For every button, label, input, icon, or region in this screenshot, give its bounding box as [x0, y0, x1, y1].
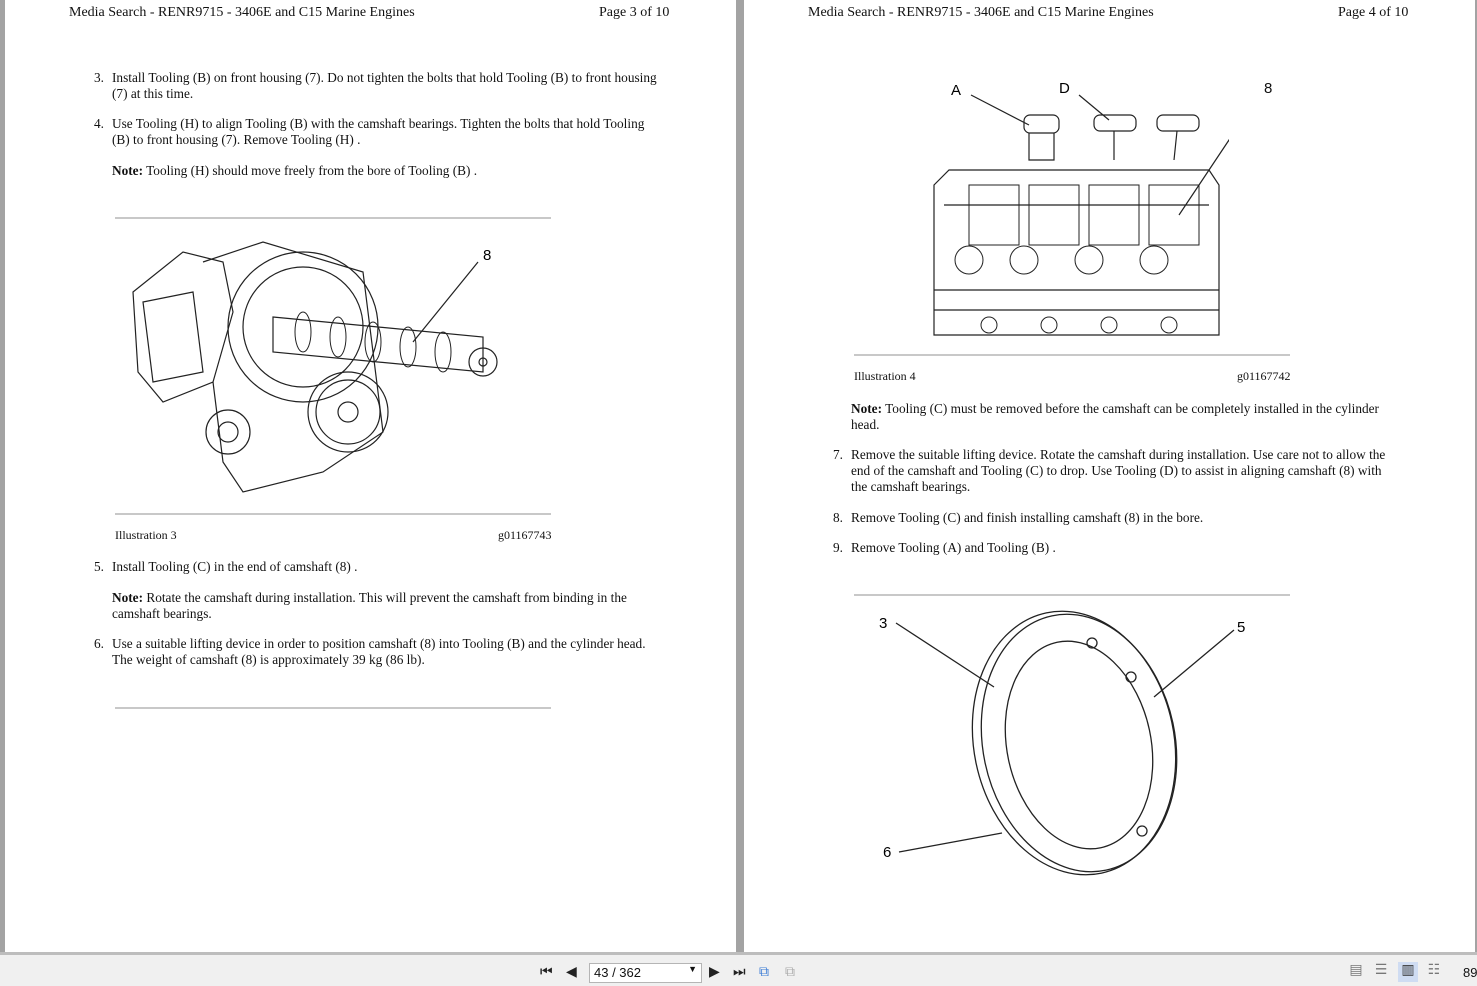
divider: [115, 217, 551, 219]
step-9: 9. Remove Tooling (A) and Tooling (B) .: [833, 540, 1056, 555]
divider: [115, 707, 551, 709]
note: Note: Tooling (C) must be removed before the camshaft can be completely installed in the cylinder head.: [851, 401, 1379, 432]
pdf-page-4: [744, 0, 1475, 952]
first-page-icon[interactable]: ⏮: [540, 964, 553, 980]
callout-a: A: [951, 82, 962, 99]
previous-view-icon[interactable]: ⧉: [759, 964, 769, 980]
step-6: 6. Use a suitable lifting device in order to position camshaft (8) into Tooling (B) and the cylinder head. The weight of camshaft (8) is approximately 39 kg (86 lb).: [94, 636, 646, 667]
divider: [854, 594, 1290, 596]
two-page-view-icon[interactable]: ▥: [1398, 962, 1418, 982]
step-8: 8. Remove Tooling (C) and finish installing camshaft (8) in the bore.: [833, 510, 1204, 525]
page-number-field[interactable]: 43 / 362 ▼: [589, 963, 702, 983]
step-4: 4. Use Tooling (H) to align Tooling (B) with the camshaft bearings. Tighten the bolts that hold Tooling (B) to front housing (7). Remove Tooling (H) .: [94, 116, 645, 147]
last-page-icon[interactable]: ⏭: [733, 964, 746, 980]
callout-8: 8: [483, 247, 492, 264]
callout-5: 5: [1237, 619, 1246, 636]
next-page-icon[interactable]: ▶: [709, 964, 720, 980]
callout-8: 8: [1264, 80, 1273, 97]
callout-6: 6: [883, 844, 892, 861]
single-page-view-icon[interactable]: ▤: [1349, 962, 1363, 978]
next-view-icon[interactable]: ⧉: [785, 964, 795, 980]
page-header-title: Media Search - RENR9715 - 3406E and C15 Marine Engines: [69, 5, 415, 20]
chevron-down-icon: ▼: [688, 964, 697, 974]
seal-ring-illustration: [874, 605, 1274, 880]
previous-page-icon[interactable]: ◀: [566, 964, 577, 980]
callout-d: D: [1059, 80, 1070, 97]
divider: [854, 354, 1290, 356]
page-number: Page 3 of 10: [599, 5, 670, 20]
page-number: Page 4 of 10: [1338, 5, 1409, 20]
page-header-title: Media Search - RENR9715 - 3406E and C15 Marine Engines: [808, 5, 1154, 20]
callout-3: 3: [879, 615, 888, 632]
bottom-toolbar: [0, 952, 1477, 986]
illustration-caption: Illustration 3: [115, 528, 177, 542]
illustration-caption: Illustration 4: [854, 369, 916, 383]
pdf-page-3: [5, 0, 736, 952]
illustration-id: g01167742: [1237, 369, 1291, 383]
two-page-continuous-view-icon[interactable]: ☷: [1427, 962, 1441, 978]
continuous-view-icon[interactable]: ☰: [1374, 962, 1388, 978]
step-5: 5. Install Tooling (C) in the end of camshaft (8) .: [94, 559, 358, 574]
step-7: 7. Remove the suitable lifting device. Rotate the camshaft during installation. Use care not to allow the end of the camshaft and Tooling (C) to drop. Use Tooling (D) to assist in aligning camshaft (8) with the camshaft bearings.: [833, 447, 1386, 494]
step-3: 3. Install Tooling (B) on front housing (7). Do not tighten the bolts that hold Tooling (B) to front housing (7) at this time.: [94, 70, 657, 101]
camshaft-illustration: [123, 232, 503, 502]
cylinder-head-illustration: [929, 75, 1229, 340]
note: Note: Tooling (H) should move freely from the bore of Tooling (B) .: [112, 163, 478, 178]
divider: [115, 513, 551, 515]
illustration-id: g01167743: [498, 528, 552, 542]
note: Note: Rotate the camshaft during installation. This will prevent the camshaft from binding in the camshaft bearings.: [112, 590, 627, 621]
zoom-level[interactable]: 89: [1463, 965, 1477, 980]
